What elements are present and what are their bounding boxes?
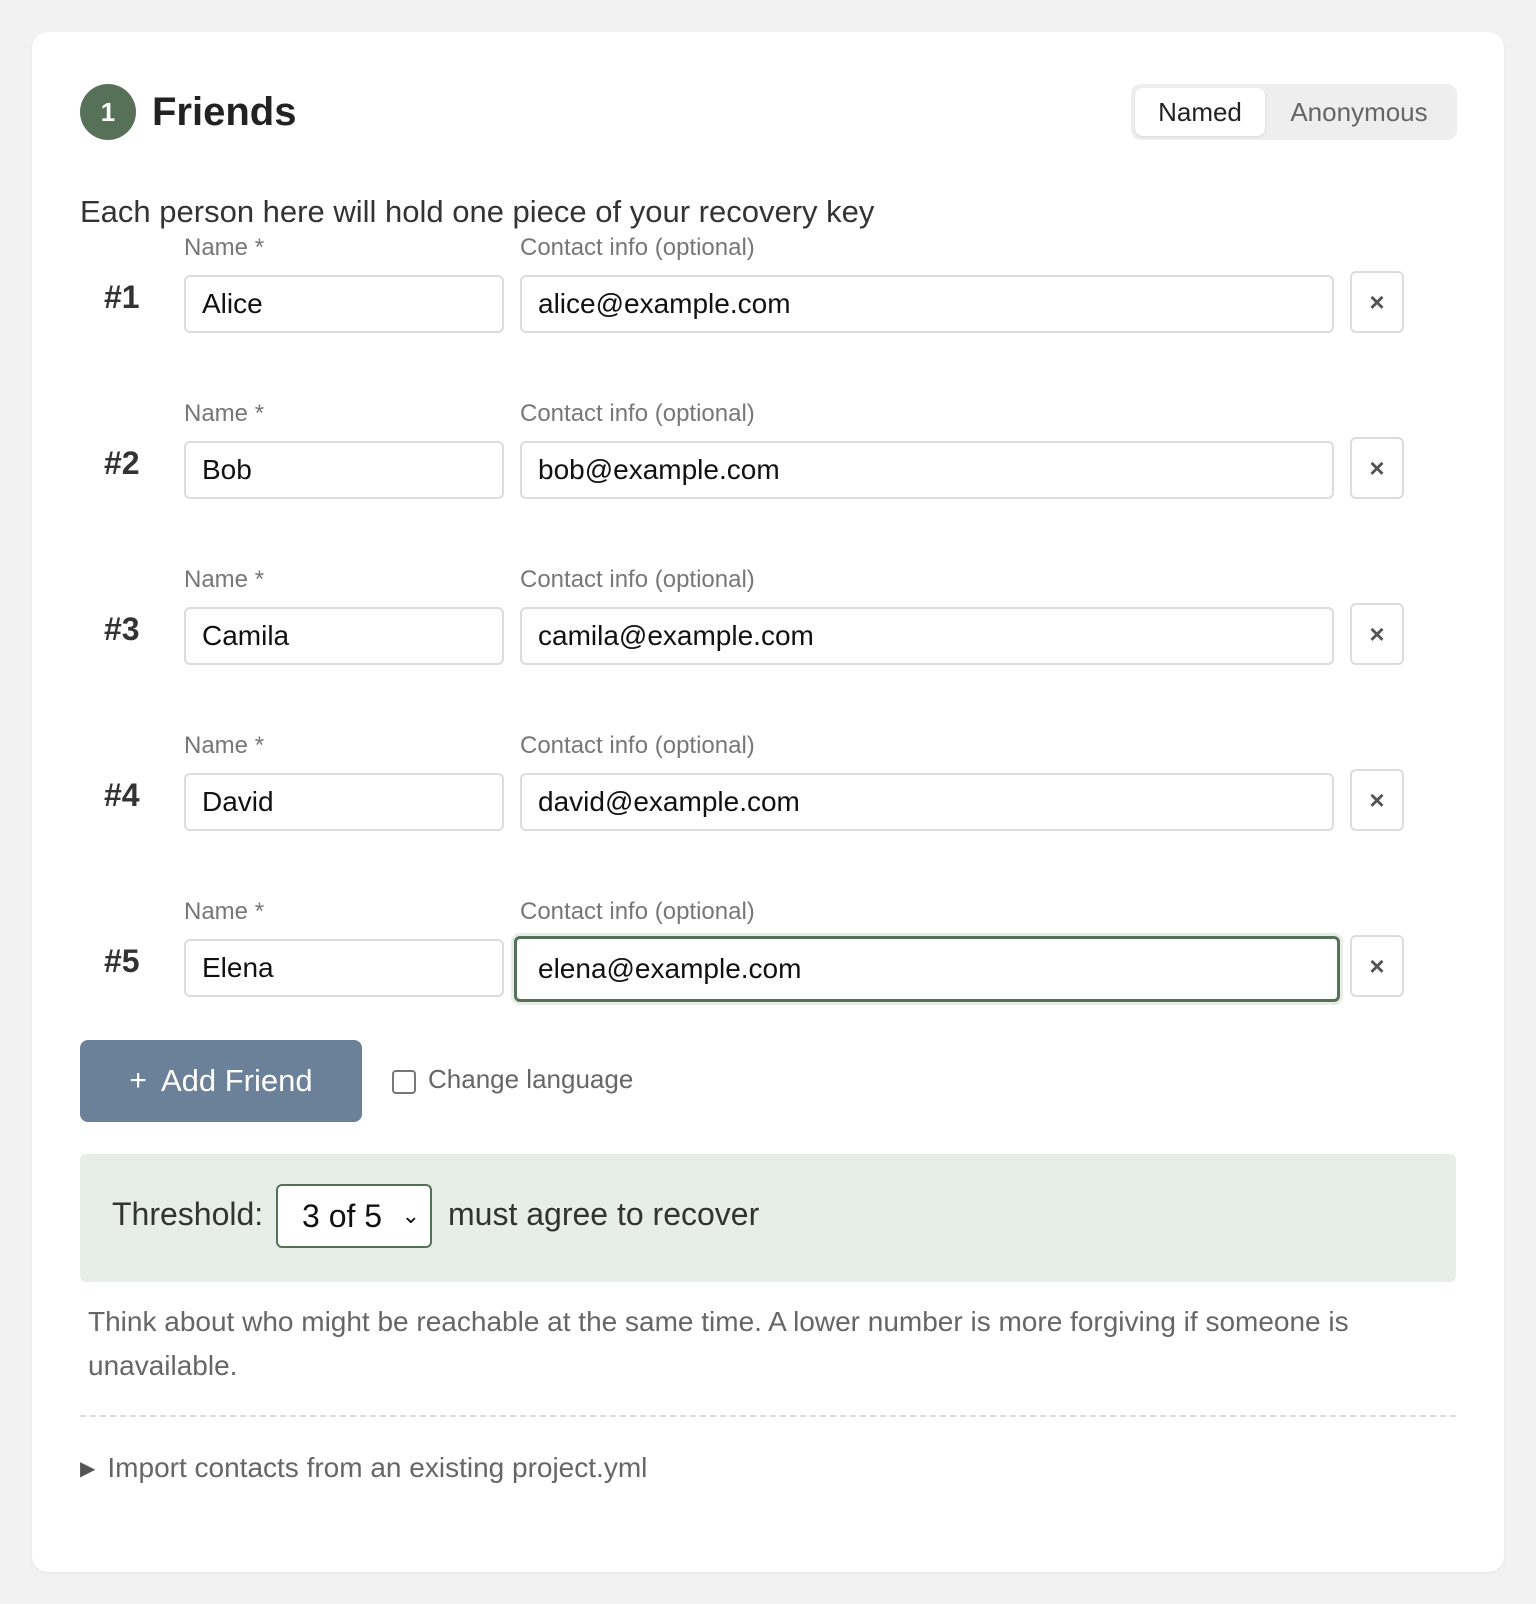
close-icon: × [1369, 950, 1385, 981]
add-friend-button[interactable] [80, 1040, 362, 1122]
change-language-option[interactable] [392, 1064, 633, 1095]
import-contacts-label: Import contacts from an existing project.yml [107, 1452, 648, 1483]
add-friend-label: Add Friend [160, 1063, 313, 1098]
remove-friend-button[interactable] [1350, 935, 1404, 997]
remove-friend-button[interactable] [1350, 271, 1404, 333]
threshold-value: 3 of 5 [302, 1198, 383, 1234]
friend-row [32, 234, 1504, 364]
contact-label: Contact info (optional) [520, 234, 755, 261]
name-input[interactable]: Camila [184, 607, 504, 665]
contact-input[interactable]: bob@example.com [520, 441, 1334, 499]
friend-number: #2 [104, 445, 140, 481]
divider [80, 1415, 1456, 1417]
threshold-select[interactable] [276, 1184, 432, 1248]
friend-row [32, 898, 1504, 1028]
contact-label: Contact info (optional) [520, 732, 755, 759]
contact-input[interactable]: david@example.com [520, 773, 1334, 831]
friend-number: #1 [104, 279, 140, 315]
threshold-label: Threshold: [112, 1196, 264, 1232]
contact-label: Contact info (optional) [520, 898, 755, 925]
name-label: Name * [184, 400, 265, 427]
friends-card [32, 32, 1504, 1572]
threshold-panel [80, 1154, 1456, 1282]
name-label: Name * [184, 566, 265, 593]
mode-named-button[interactable]: Named [1135, 88, 1265, 136]
mode-toggle [1131, 84, 1457, 140]
plus-icon: + [129, 1064, 147, 1097]
change-language-checkbox[interactable] [392, 1070, 416, 1094]
friend-row [32, 400, 1504, 530]
mode-anonymous-button[interactable]: Anonymous [1290, 97, 1428, 127]
name-label: Name * [184, 732, 265, 759]
close-icon: × [1369, 286, 1385, 317]
friend-number: #4 [104, 777, 140, 813]
threshold-suffix: must agree to recover [448, 1196, 760, 1232]
change-language-label: Change language [428, 1064, 634, 1094]
name-label: Name * [184, 234, 265, 261]
contact-input[interactable]: camila@example.com [520, 607, 1334, 665]
name-input[interactable]: David [184, 773, 504, 831]
contact-label: Contact info (optional) [520, 566, 755, 593]
name-input[interactable]: Bob [184, 441, 504, 499]
chevron-down-icon: ⌄ [401, 1203, 420, 1228]
contact-input[interactable]: alice@example.com [520, 275, 1334, 333]
remove-friend-button[interactable] [1350, 603, 1404, 665]
close-icon: × [1369, 618, 1385, 649]
name-input[interactable]: Elena [184, 939, 504, 997]
section-subtitle: Each person here will hold one piece of your recovery key [80, 194, 875, 229]
remove-friend-button[interactable] [1350, 437, 1404, 499]
threshold-hint: Think about who might be reachable at the same time. A lower number is more forgiving if someone is unavailable. [88, 1306, 1349, 1381]
close-icon: × [1369, 452, 1385, 483]
friend-row [32, 566, 1504, 696]
name-input[interactable]: Alice [184, 275, 504, 333]
name-label: Name * [184, 898, 265, 925]
section-title: Friends [152, 90, 297, 134]
friend-number: #3 [104, 611, 140, 647]
remove-friend-button[interactable] [1350, 769, 1404, 831]
import-contacts-toggle[interactable] [80, 1452, 647, 1484]
disclosure-triangle-icon: ▶ [80, 1457, 96, 1480]
contact-label: Contact info (optional) [520, 400, 755, 427]
step-badge: 1 [80, 84, 136, 140]
friend-number: #5 [104, 943, 140, 979]
friend-row [32, 732, 1504, 862]
close-icon: × [1369, 784, 1385, 815]
contact-input[interactable]: elena@example.com [514, 936, 1340, 1002]
